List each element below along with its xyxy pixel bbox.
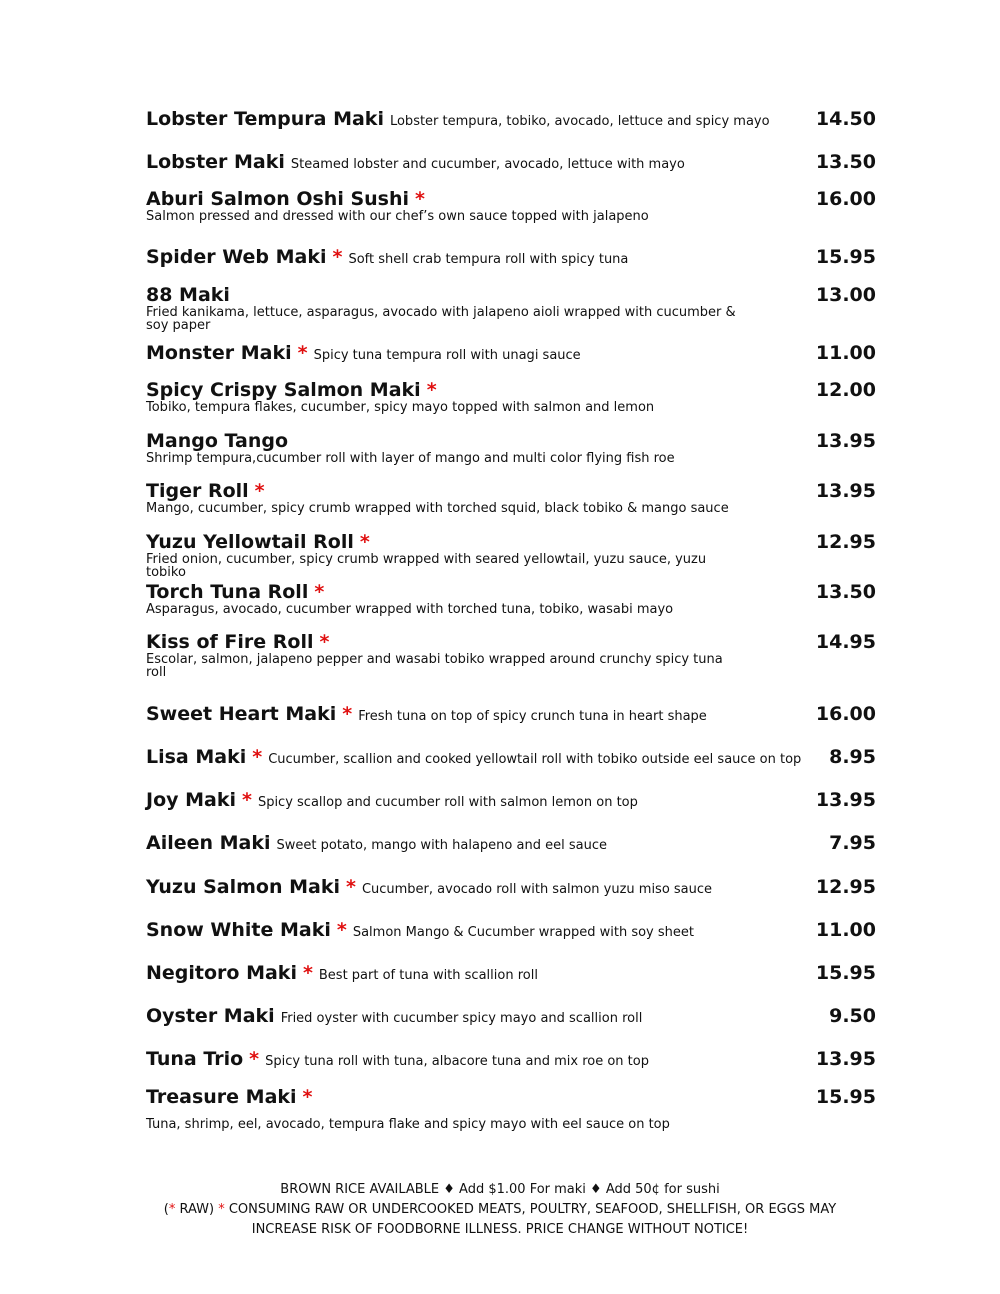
menu-item — [146, 1005, 876, 1027]
item-price: 12.95 — [815, 876, 876, 898]
item-price: 13.95 — [815, 430, 876, 452]
item-description: Lobster tempura, tobiko, avocado, lettuce and spicy mayo — [389, 114, 770, 129]
item-name: Yuzu Salmon Maki — [146, 876, 340, 898]
item-name: Monster Maki — [146, 342, 292, 364]
item-name: Aileen Maki — [146, 832, 271, 854]
menu-item — [146, 108, 876, 130]
item-price: 13.50 — [815, 581, 876, 603]
item-description: Sweet potato, mango with halapeno and eel sauce — [276, 838, 607, 853]
raw-marker: * — [359, 531, 370, 553]
raw-marker: * — [254, 480, 265, 502]
menu-item — [146, 789, 876, 811]
item-description: Tuna, shrimp, eel, avocado, tempura flake and spicy mayo with eel sauce on top — [146, 1117, 670, 1132]
raw-marker: * — [252, 746, 263, 768]
raw-marker: * — [319, 631, 330, 653]
menu-item — [146, 1086, 876, 1131]
item-description: Fresh tuna on top of spicy crunch tuna in heart shape — [358, 709, 707, 724]
menu-item — [146, 188, 876, 223]
menu-item — [146, 284, 876, 332]
item-description: Mango, cucumber, spicy crumb wrapped with torched squid, black tobiko & mango sauce — [146, 501, 729, 516]
item-price: 15.95 — [815, 962, 876, 984]
item-description: Asparagus, avocado, cucumber wrapped with torched tuna, tobiko, wasabi mayo — [146, 602, 674, 617]
item-price: 11.00 — [815, 919, 876, 941]
raw-marker: * — [332, 246, 343, 268]
raw-marker: * — [342, 703, 353, 725]
item-name: Spider Web Maki — [146, 246, 327, 268]
item-name: Spicy Crispy Salmon Maki — [146, 379, 421, 401]
item-name: Kiss of Fire Roll — [146, 631, 314, 653]
item-description: Best part of tuna with scallion roll — [318, 968, 538, 983]
item-description: Cucumber, avocado roll with salmon yuzu miso sauce — [361, 882, 713, 897]
item-price: 13.50 — [815, 151, 876, 173]
item-name: Mango Tango — [146, 430, 289, 452]
item-price: 12.00 — [815, 379, 876, 401]
item-price: 16.00 — [815, 703, 876, 725]
item-description: Soft shell crab tempura roll with spicy tuna — [348, 252, 629, 267]
item-description: Spicy tuna tempura roll with unagi sauce — [313, 348, 581, 363]
item-description: Escolar, salmon, jalapeno pepper and wasabi tobiko wrapped around crunchy spicy tuna roll — [146, 652, 723, 680]
menu-item — [146, 531, 876, 579]
item-price: 8.95 — [829, 746, 876, 768]
item-description: Shrimp tempura,cucumber roll with layer of mango and multi color flying fish roe — [146, 451, 675, 466]
footer-price-notice: INCREASE RISK OF FOODBORNE ILLNESS. PRICE CHANGE WITHOUT NOTICE! — [251, 1222, 749, 1237]
menu-item — [146, 430, 876, 465]
item-price: 13.95 — [815, 480, 876, 502]
raw-marker: * — [336, 919, 347, 941]
item-description: Salmon pressed and dressed with our chef’s own sauce topped with jalapeno — [146, 209, 649, 224]
item-price: 15.95 — [815, 246, 876, 268]
raw-marker: * — [302, 1086, 313, 1108]
item-price: 12.95 — [815, 531, 876, 553]
item-name: Lobster Tempura Maki — [146, 108, 384, 130]
item-price: 7.95 — [829, 832, 876, 854]
item-name: 88 Maki — [146, 284, 230, 306]
item-description: Cucumber, scallion and cooked yellowtail roll with tobiko outside eel sauce on top — [268, 752, 802, 767]
footer-raw-warning: (* RAW) * CONSUMING RAW OR UNDERCOOKED MEATS, POULTRY, SEAFOOD, SHELLFISH, OR EGGS MAY — [163, 1202, 837, 1217]
menu-item — [146, 1048, 876, 1070]
menu-item — [146, 480, 876, 515]
item-description: Fried kanikama, lettuce, asparagus, avocado with jalapeno aioli wrapped with cucumber & soy paper — [146, 305, 736, 333]
raw-marker: * — [297, 342, 308, 364]
raw-marker: * — [242, 789, 252, 811]
footer-brown-rice: BROWN RICE AVAILABLE ♦ Add $1.00 For maki ♦ Add 50¢ for sushi — [280, 1182, 720, 1197]
item-name: Lisa Maki — [146, 746, 247, 768]
item-price: 9.50 — [829, 1005, 876, 1027]
menu-item — [146, 581, 876, 616]
raw-marker: * — [314, 581, 325, 603]
menu-item — [146, 151, 876, 173]
menu-item — [146, 246, 876, 268]
item-description: Steamed lobster and cucumber, avocado, lettuce with mayo — [290, 157, 685, 172]
item-name: Oyster Maki — [146, 1005, 275, 1027]
menu-item — [146, 631, 876, 679]
item-price: 15.95 — [815, 1086, 876, 1108]
raw-marker: * — [426, 379, 437, 401]
item-description: Spicy scallop and cucumber roll with salmon lemon on top — [257, 795, 638, 810]
item-name: Tuna Trio — [146, 1048, 244, 1070]
item-name: Torch Tuna Roll — [146, 581, 309, 603]
item-name: Negitoro Maki — [146, 962, 297, 984]
menu-footer — [0, 1180, 1000, 1240]
menu-item — [146, 962, 876, 984]
item-name: Tiger Roll — [146, 480, 249, 502]
menu-item — [146, 832, 876, 854]
menu-item — [146, 876, 876, 898]
item-price: 14.95 — [815, 631, 876, 653]
item-name: Joy Maki — [146, 789, 236, 811]
item-description: Tobiko, tempura flakes, cucumber, spicy mayo topped with salmon and lemon — [146, 400, 655, 415]
raw-marker: * — [346, 876, 356, 898]
item-price: 11.00 — [815, 342, 876, 364]
item-price: 13.95 — [815, 1048, 876, 1070]
menu-item — [146, 342, 876, 364]
item-description: Salmon Mango & Cucumber wrapped with soy sheet — [352, 925, 694, 940]
item-description: Fried oyster with cucumber spicy mayo and scallion roll — [280, 1011, 643, 1026]
item-name: Lobster Maki — [146, 151, 285, 173]
raw-marker: * — [415, 188, 425, 210]
item-price: 13.00 — [815, 284, 876, 306]
item-price: 14.50 — [815, 108, 876, 130]
menu-item — [146, 746, 876, 768]
menu-item — [146, 379, 876, 414]
item-name: Treasure Maki — [146, 1086, 297, 1108]
item-price: 16.00 — [815, 188, 876, 210]
raw-marker: * — [302, 962, 313, 984]
menu-item — [146, 703, 876, 725]
raw-marker: * — [249, 1048, 260, 1070]
item-name: Yuzu Yellowtail Roll — [146, 531, 354, 553]
item-price: 13.95 — [815, 789, 876, 811]
item-description: Fried onion, cucumber, spicy crumb wrapped with seared yellowtail, yuzu sauce, yuzu tobiko — [146, 552, 707, 580]
menu-item — [146, 919, 876, 941]
item-name: Sweet Heart Maki — [146, 703, 337, 725]
item-description: Spicy tuna roll with tuna, albacore tuna and mix roe on top — [265, 1054, 649, 1069]
item-name: Aburi Salmon Oshi Sushi — [146, 188, 410, 210]
item-name: Snow White Maki — [146, 919, 331, 941]
